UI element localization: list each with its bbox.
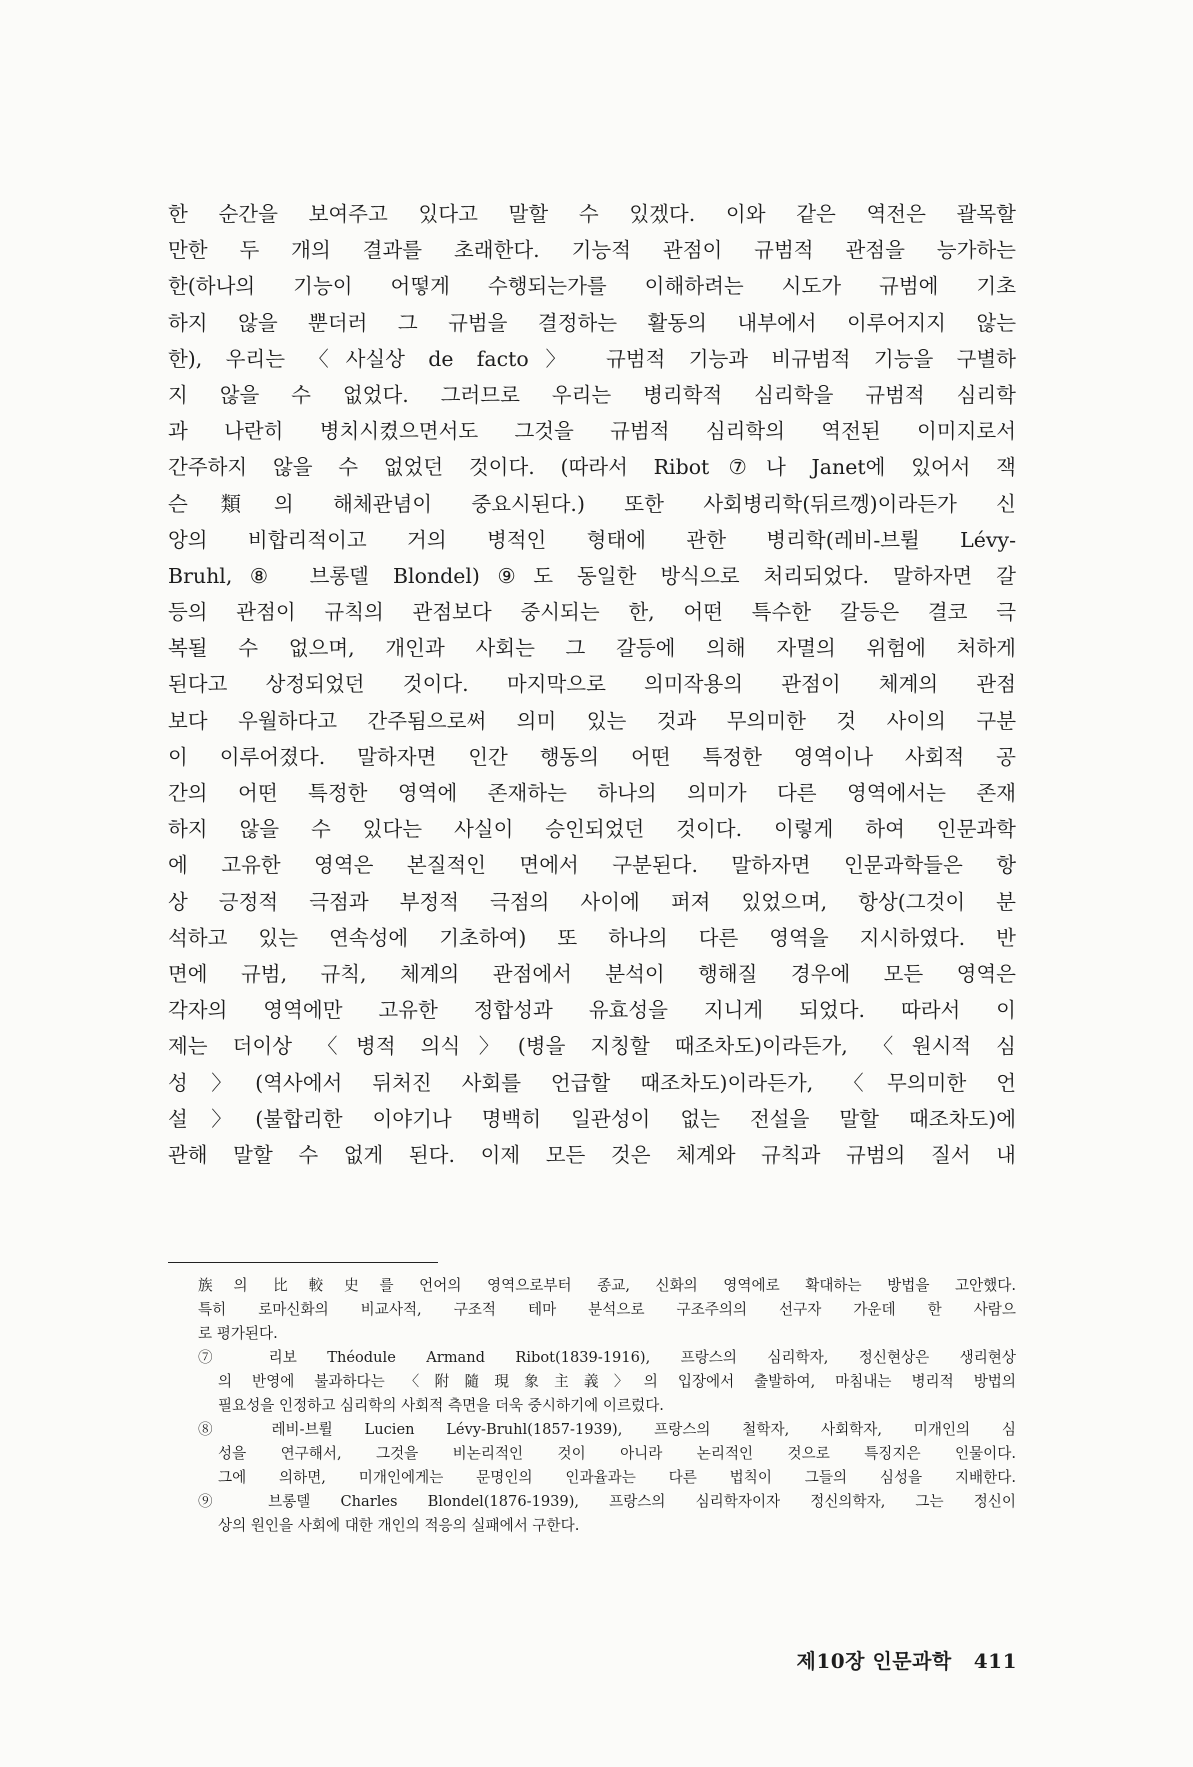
footnote-line: 族의 比較史를 언어의 영역으로부터 종교, 신화의 영역에로 확대하는 방법을 고안했다. [198, 1277, 1016, 1294]
footnote-line: 필요성을 인정하고 심리학의 사회적 측면을 더욱 중시하기에 이르렀다. [218, 1397, 664, 1414]
text-line: 과 나란히 병치시켰으면서도 그것을 규범적 심리학의 역전된 이미지로서 [168, 419, 1016, 444]
chapter-title: 제10장 인문과학 [796, 1649, 952, 1673]
footnote-separator [168, 1262, 438, 1263]
text-line: 한 순간을 보여주고 있다고 말할 수 있겠다. 이와 같은 역전은 괄목할 [168, 202, 1016, 226]
text-line: 에 고유한 영역은 본질적인 면에서 구분된다. 말하자면 인문과학들은 항 [168, 853, 1016, 878]
text-line: 앙의 비합리적이고 거의 병적인 형태에 관한 병리학(레비-브륄 Lévy- [168, 527, 1016, 552]
footnote-line: 로 평가된다. [198, 1325, 278, 1342]
text-line: 성〉(역사에서 뒤처진 사회를 언급할 때조차도)이라든가, 〈무의미한 언 [168, 1070, 1016, 1095]
text-line: 한(하나의 기능이 어떻게 수행되는가를 이해하려는 시도가 규범에 기초 [168, 274, 1016, 299]
text-line: 설〉(불합리한 이야기나 명백히 일관성이 없는 전설을 말할 때조차도)에 [168, 1106, 1016, 1131]
text-line: 된다고 상정되었던 것이다. 마지막으로 의미작용의 관점이 체계의 관점 [168, 672, 1016, 697]
text-line: 각자의 영역에만 고유한 정합성과 유효성을 지니게 되었다. 따라서 이 [168, 998, 1016, 1023]
text-line: 제는 더이상 〈병적 의식〉(병을 지칭할 때조차도)이라든가, 〈원시적 심 [168, 1034, 1016, 1059]
footnote-line: 의 반영에 불과하다는 〈附隨現象主義〉의 입장에서 출발하여, 마침내는 병리적 방법의 [218, 1373, 1016, 1390]
main-text [168, 196, 1016, 1173]
footnotes [198, 1274, 1016, 1538]
footnote-7: ⑦ 리보 Théodule Armand Ribot(1839-1916), 프랑스의 심리학자, 정신현상은 생리현상 [198, 1349, 1016, 1366]
text-line: 이 이루어졌다. 말하자면 인간 행동의 어떤 특정한 영역이나 사회적 공 [168, 744, 1016, 769]
text-line: 면에 규범, 규칙, 체계의 관점에서 분석이 행해질 경우에 모든 영역은 [168, 961, 1016, 986]
footnote-9: ⑨ 브롱델 Charles Blondel(1876-1939), 프랑스의 심리학자이자 정신의학자, 그는 정신이 [198, 1493, 1016, 1510]
page-number: 411 [973, 1649, 1017, 1673]
text-line: 하지 않을 수 있다는 사실이 승인되었던 것이다. 이렇게 하여 인문과학 [168, 817, 1016, 842]
text-line: 간의 어떤 특정한 영역에 존재하는 하나의 의미가 다른 영역에서는 존재 [168, 781, 1016, 805]
text-line: 보다 우월하다고 간주됨으로써 의미 있는 것과 무의미한 것 사이의 구분 [168, 708, 1016, 733]
running-footer [797, 1645, 1017, 1674]
text-line: 슨類의 해체관념이 중요시된다.) 또한 사회병리학(뒤르껭)이라든가 신 [168, 491, 1016, 516]
text-line: 하지 않을 뿐더러 그 규범을 결정하는 활동의 내부에서 이루어지지 않는 [168, 310, 1016, 335]
text-line: 등의 관점이 규칙의 관점보다 중시되는 한, 어떤 특수한 갈등은 결코 극 [168, 600, 1016, 625]
text-line: 석하고 있는 연속성에 기초하여) 또 하나의 다른 영역을 지시하였다. 반 [168, 925, 1016, 950]
text-line: Bruhl,⑧ 브롱델 Blondel)⑨도 동일한 방식으로 처리되었다. 말하자면 갈 [168, 563, 1016, 588]
footnote-line: 성을 연구해서, 그것을 비논리적인 것이 아니라 논리적인 것으로 특징지은 인물이다. [218, 1445, 1016, 1462]
footnote-8: ⑧ 레비-브륄 Lucien Lévy-Bruhl(1857-1939), 프랑스의 철학자, 사회학자, 미개인의 심 [198, 1421, 1016, 1438]
footnote-line: 그에 의하면, 미개인에게는 문명인의 인과율과는 다른 법칙이 그들의 심성을 지배한다. [218, 1469, 1016, 1486]
footnote-line: 특히 로마신화의 비교사적, 구조적 테마 분석으로 구조주의의 선구자 가운데 한 사람으 [198, 1301, 1016, 1318]
text-line: 간주하지 않을 수 없었던 것이다. (따라서 Ribot⑦나 Janet에 있어서 잭 [168, 455, 1016, 480]
text-line: 복될 수 없으며, 개인과 사회는 그 갈등에 의해 자멸의 위험에 처하게 [168, 636, 1016, 661]
text-line: 관해 말할 수 없게 된다. 이제 모든 것은 체계와 규칙과 규범의 질서 내 [168, 1142, 1016, 1167]
text-line: 상 긍정적 극점과 부정적 극점의 사이에 퍼져 있었으며, 항상(그것이 분 [168, 889, 1016, 914]
footnote-line: 상의 원인을 사회에 대한 개인의 적응의 실패에서 구한다. [218, 1517, 580, 1534]
text-line: 한), 우리는 〈사실상 de facto〉 규범적 기능과 비규범적 기능을 구별하 [168, 346, 1016, 371]
text-line: 만한 두 개의 결과를 초래한다. 기능적 관점이 규범적 관점을 능가하는 [168, 238, 1016, 263]
text-line: 지 않을 수 없었다. 그러므로 우리는 병리학적 심리학을 규범적 심리학 [168, 382, 1016, 407]
